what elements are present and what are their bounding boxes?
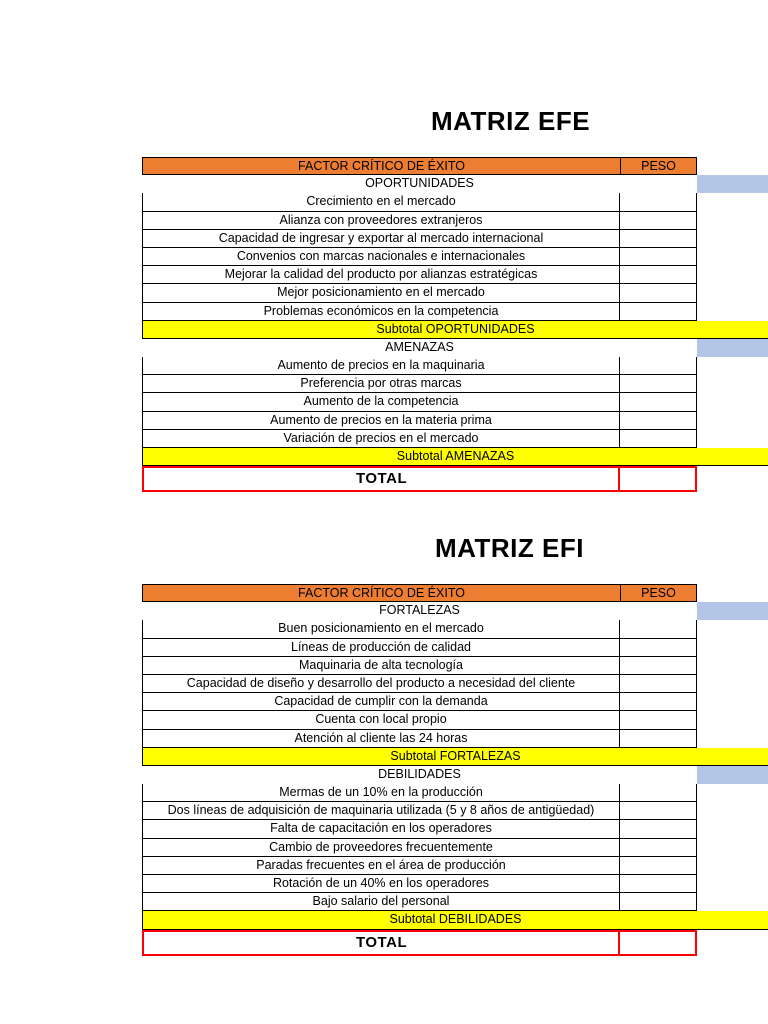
factor-peso-cell bbox=[620, 393, 697, 411]
section-label: FORTALEZAS bbox=[379, 603, 460, 618]
factor-peso-cell bbox=[620, 657, 697, 675]
subtotal-label: Subtotal FORTALEZAS bbox=[142, 748, 768, 766]
factor-peso-cell bbox=[620, 875, 697, 893]
factor-row bbox=[142, 412, 768, 430]
section-row bbox=[142, 766, 768, 784]
factor-peso-cell bbox=[620, 730, 697, 748]
subtotal-label: Subtotal OPORTUNIDADES bbox=[142, 321, 768, 339]
factor-peso-cell bbox=[620, 693, 697, 711]
header-row bbox=[142, 584, 768, 602]
section-fill bbox=[697, 602, 768, 620]
header-peso: PESO bbox=[620, 157, 697, 175]
factor-label: Atención al cliente las 24 horas bbox=[142, 730, 620, 748]
factor-row bbox=[142, 193, 768, 211]
factor-label: Falta de capacitación en los operadores bbox=[142, 820, 620, 838]
factor-label: Capacidad de ingresar y exportar al mercado internacional bbox=[142, 230, 620, 248]
factor-label: Mermas de un 10% en la producción bbox=[142, 784, 620, 802]
header-blank bbox=[697, 157, 768, 175]
factor-label: Capacidad de diseño y desarrollo del producto a necesidad del cliente bbox=[142, 675, 620, 693]
factor-row bbox=[142, 393, 768, 411]
factor-peso-cell bbox=[620, 193, 697, 211]
subtotal-row bbox=[142, 321, 768, 339]
factor-row bbox=[142, 284, 768, 302]
factor-row bbox=[142, 857, 768, 875]
factor-row bbox=[142, 657, 768, 675]
factor-label: Paradas frecuentes en el área de producción bbox=[142, 857, 620, 875]
factor-label: Crecimiento en el mercado bbox=[142, 193, 620, 211]
factor-peso-cell bbox=[620, 375, 697, 393]
section-row bbox=[142, 602, 768, 620]
factor-label: Maquinaria de alta tecnología bbox=[142, 657, 620, 675]
section-label: OPORTUNIDADES bbox=[365, 176, 474, 191]
factor-peso-cell bbox=[620, 266, 697, 284]
factor-label: Dos líneas de adquisición de maquinaria utilizada (5 y 8 años de antigüedad) bbox=[142, 802, 620, 820]
factor-peso-cell bbox=[620, 284, 697, 302]
header-blank bbox=[697, 584, 768, 602]
header-factor: FACTOR CRÍTICO DE ÉXITO bbox=[142, 584, 620, 602]
factor-row bbox=[142, 693, 768, 711]
total-row bbox=[142, 930, 768, 956]
factor-row bbox=[142, 212, 768, 230]
subtotal-label: Subtotal DEBILIDADES bbox=[142, 911, 768, 929]
factor-label: Cambio de proveedores frecuentemente bbox=[142, 839, 620, 857]
factor-row bbox=[142, 820, 768, 838]
factor-peso-cell bbox=[620, 412, 697, 430]
factor-row bbox=[142, 675, 768, 693]
section-label: DEBILIDADES bbox=[378, 766, 461, 781]
factor-peso-cell bbox=[620, 711, 697, 729]
factor-row bbox=[142, 303, 768, 321]
total-row bbox=[142, 466, 768, 492]
factor-row bbox=[142, 839, 768, 857]
factor-row bbox=[142, 875, 768, 893]
header-factor: FACTOR CRÍTICO DE ÉXITO bbox=[142, 157, 620, 175]
factor-row bbox=[142, 802, 768, 820]
section-fill bbox=[697, 175, 768, 193]
factor-peso-cell bbox=[620, 839, 697, 857]
factor-label: Líneas de producción de calidad bbox=[142, 639, 620, 657]
factor-row bbox=[142, 639, 768, 657]
factor-label: Bajo salario del personal bbox=[142, 893, 620, 911]
factor-peso-cell bbox=[620, 639, 697, 657]
factor-label: Buen posicionamiento en el mercado bbox=[142, 620, 620, 638]
efe-title: MATRIZ EFE bbox=[431, 106, 591, 136]
factor-label: Mejorar la calidad del producto por alianzas estratégicas bbox=[142, 266, 620, 284]
section-row bbox=[142, 175, 768, 193]
factor-label: Rotación de un 40% en los operadores bbox=[142, 875, 620, 893]
section-fill bbox=[697, 339, 768, 357]
factor-peso-cell bbox=[620, 857, 697, 875]
factor-label: Variación de precios en el mercado bbox=[142, 430, 620, 448]
total-label: TOTAL bbox=[142, 466, 620, 492]
factor-peso-cell bbox=[620, 802, 697, 820]
factor-peso-cell bbox=[620, 893, 697, 911]
factor-row bbox=[142, 248, 768, 266]
factor-label: Cuenta con local propio bbox=[142, 711, 620, 729]
factor-peso-cell bbox=[620, 357, 697, 375]
efe-matrix bbox=[142, 157, 768, 492]
header-peso: PESO bbox=[620, 584, 697, 602]
total-peso-cell bbox=[620, 930, 697, 956]
factor-peso-cell bbox=[620, 430, 697, 448]
factor-label: Capacidad de cumplir con la demanda bbox=[142, 693, 620, 711]
subtotal-row bbox=[142, 448, 768, 466]
total-peso-cell bbox=[620, 466, 697, 492]
factor-row bbox=[142, 430, 768, 448]
section-fill bbox=[697, 766, 768, 784]
subtotal-row bbox=[142, 911, 768, 929]
subtotal-label: Subtotal AMENAZAS bbox=[142, 448, 768, 466]
section-row bbox=[142, 339, 768, 357]
factor-row bbox=[142, 784, 768, 802]
factor-row bbox=[142, 266, 768, 284]
factor-peso-cell bbox=[620, 212, 697, 230]
factor-label: Alianza con proveedores extranjeros bbox=[142, 212, 620, 230]
factor-peso-cell bbox=[620, 675, 697, 693]
factor-row bbox=[142, 620, 768, 638]
subtotal-row bbox=[142, 748, 768, 766]
factor-peso-cell bbox=[620, 248, 697, 266]
factor-peso-cell bbox=[620, 303, 697, 321]
efi-title: MATRIZ EFI bbox=[435, 533, 584, 563]
factor-peso-cell bbox=[620, 230, 697, 248]
factor-label: Aumento de precios en la maquinaria bbox=[142, 357, 620, 375]
factor-peso-cell bbox=[620, 620, 697, 638]
total-label: TOTAL bbox=[142, 930, 620, 956]
factor-row bbox=[142, 711, 768, 729]
factor-peso-cell bbox=[620, 820, 697, 838]
factor-label: Aumento de la competencia bbox=[142, 393, 620, 411]
factor-label: Aumento de precios en la materia prima bbox=[142, 412, 620, 430]
factor-label: Problemas económicos en la competencia bbox=[142, 303, 620, 321]
efi-matrix bbox=[142, 584, 768, 956]
factor-peso-cell bbox=[620, 784, 697, 802]
factor-row bbox=[142, 357, 768, 375]
factor-label: Convenios con marcas nacionales e internacionales bbox=[142, 248, 620, 266]
factor-label: Preferencia por otras marcas bbox=[142, 375, 620, 393]
factor-row bbox=[142, 230, 768, 248]
factor-row bbox=[142, 375, 768, 393]
header-row bbox=[142, 157, 768, 175]
section-label: AMENAZAS bbox=[385, 339, 454, 354]
factor-label: Mejor posicionamiento en el mercado bbox=[142, 284, 620, 302]
factor-row bbox=[142, 893, 768, 911]
factor-row bbox=[142, 730, 768, 748]
